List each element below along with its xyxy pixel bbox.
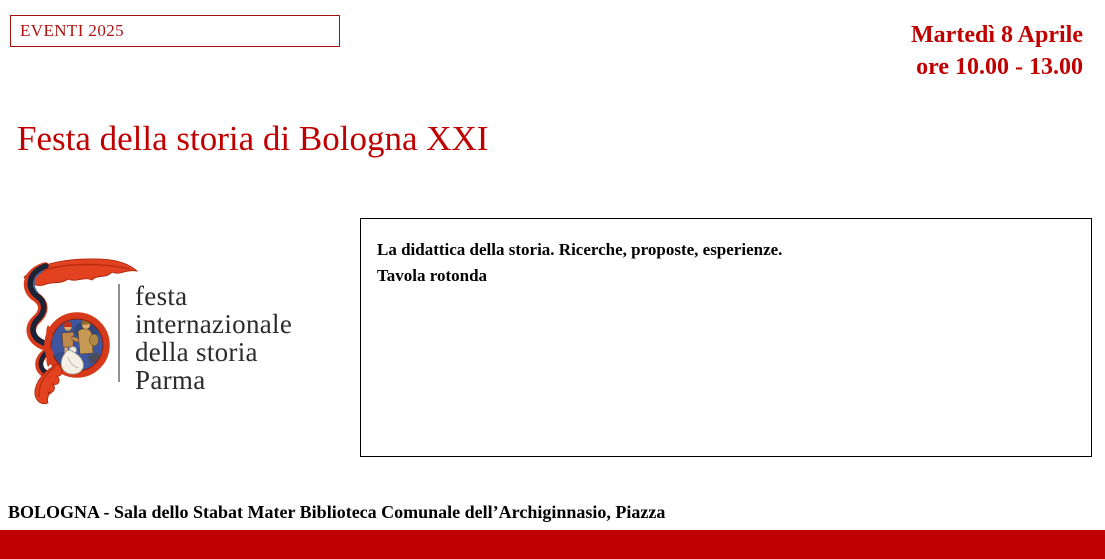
eventi-badge-label: EVENTI 2025	[20, 21, 125, 40]
event-description-line1: La didattica della storia. Ricerche, proposte, esperienze.	[377, 240, 783, 259]
event-time: ore 10.00 - 13.00	[916, 54, 1083, 80]
logo-divider	[118, 284, 120, 382]
eventi-badge	[10, 15, 340, 47]
festa-logo	[10, 255, 320, 410]
event-description-box	[360, 218, 1092, 457]
event-datetime	[911, 19, 1083, 83]
logo-line-della-storia: della storia	[135, 337, 258, 367]
page-title: Festa della storia di Bologna XXI	[17, 119, 489, 158]
event-description-line2: Tavola rotonda	[377, 266, 488, 285]
bottom-red-bar	[0, 530, 1105, 559]
venue-line: BOLOGNA - Sala dello Stabat Mater Biblioteca Comunale dell’Archiginnasio, Piazza	[8, 502, 666, 522]
logo-line-festa: festa	[135, 281, 188, 311]
logo-line-internazionale: internazionale	[135, 309, 293, 339]
event-date: Martedì 8 Aprile	[911, 22, 1083, 48]
logo-line-parma: Parma	[135, 365, 206, 395]
illuminated-s-icon	[10, 255, 145, 405]
logo-wordmark	[135, 282, 292, 394]
